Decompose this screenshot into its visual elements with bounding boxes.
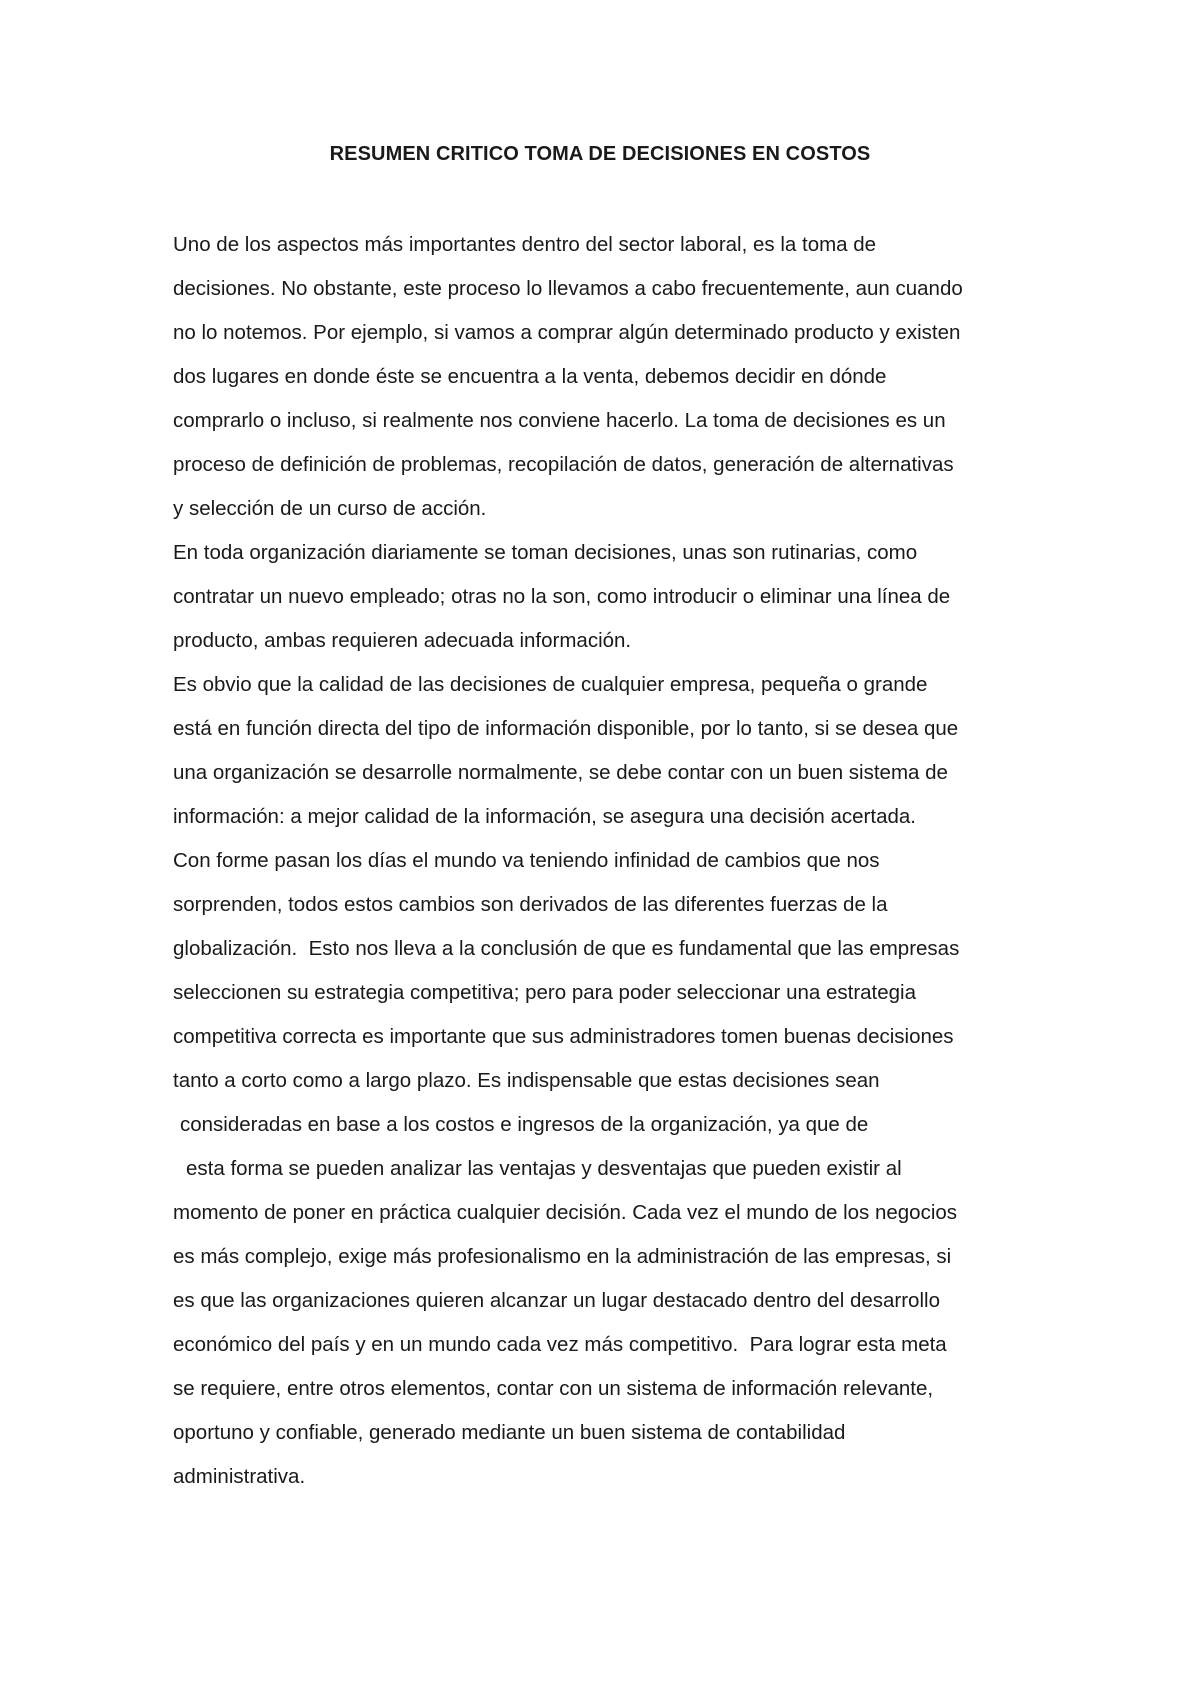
body-line: es que las organizaciones quieren alcanzar un lugar destacado dentro del desarrollo xyxy=(173,1289,940,1312)
body-line: proceso de definición de problemas, recopilación de datos, generación de alternativas xyxy=(173,453,954,476)
body-line: una organización se desarrolle normalmente, se debe contar con un buen sistema de xyxy=(173,761,948,784)
body-line: decisiones. No obstante, este proceso lo llevamos a cabo frecuentemente, aun cuando xyxy=(173,277,963,300)
body-line: información: a mejor calidad de la información, se asegura una decisión acertada. xyxy=(173,805,916,828)
body-line: Con forme pasan los días el mundo va teniendo infinidad de cambios que nos xyxy=(173,849,880,872)
body-line: esta forma se pueden analizar las ventajas y desventajas que pueden existir al xyxy=(186,1157,902,1180)
body-line: competitiva correcta es importante que sus administradores tomen buenas decisiones xyxy=(173,1025,954,1048)
body-line: oportuno y confiable, generado mediante un buen sistema de contabilidad xyxy=(173,1421,846,1444)
body-line: y selección de un curso de acción. xyxy=(173,497,487,520)
body-line: momento de poner en práctica cualquier decisión. Cada vez el mundo de los negocios xyxy=(173,1201,958,1224)
body-line: seleccionen su estrategia competitiva; pero para poder seleccionar una estrategia xyxy=(173,981,916,1004)
body-line: sorprenden, todos estos cambios son derivados de las diferentes fuerzas de la xyxy=(173,893,888,916)
body-line: tanto a corto como a largo plazo. Es indispensable que estas decisiones sean xyxy=(173,1069,880,1092)
body-line: comprarlo o incluso, si realmente nos conviene hacerlo. La toma de decisiones es un xyxy=(173,409,946,432)
body-line: está en función directa del tipo de información disponible, por lo tanto, si se desea que xyxy=(173,717,959,740)
body-line: se requiere, entre otros elementos, contar con un sistema de información relevante, xyxy=(173,1377,934,1400)
body-line: Uno de los aspectos más importantes dentro del sector laboral, es la toma de xyxy=(173,233,877,256)
body-line: dos lugares en donde éste se encuentra a la venta, debemos decidir en dónde xyxy=(173,365,887,388)
body-line: globalización. Esto nos lleva a la conclusión de que es fundamental que las empresas xyxy=(173,937,960,960)
body-line: En toda organización diariamente se toman decisiones, unas son rutinarias, como xyxy=(173,541,918,564)
body-line: producto, ambas requieren adecuada información. xyxy=(173,629,632,652)
body-line: económico del país y en un mundo cada vez más competitivo. Para lograr esta meta xyxy=(173,1333,947,1356)
body-line: contratar un nuevo empleado; otras no la son, como introducir o eliminar una línea de xyxy=(173,585,951,608)
body-line: es más complejo, exige más profesionalismo en la administración de las empresas, si xyxy=(173,1245,952,1268)
body-line: administrativa. xyxy=(173,1465,306,1488)
document-body xyxy=(173,230,1053,1506)
document-title: RESUMEN CRITICO TOMA DE DECISIONES EN COSTOS xyxy=(329,143,871,165)
body-line: consideradas en base a los costos e ingresos de la organización, ya que de xyxy=(180,1113,869,1136)
body-line: no lo notemos. Por ejemplo, si vamos a comprar algún determinado producto y existen xyxy=(173,321,961,344)
body-line: Es obvio que la calidad de las decisiones de cualquier empresa, pequeña o grande xyxy=(173,673,928,696)
